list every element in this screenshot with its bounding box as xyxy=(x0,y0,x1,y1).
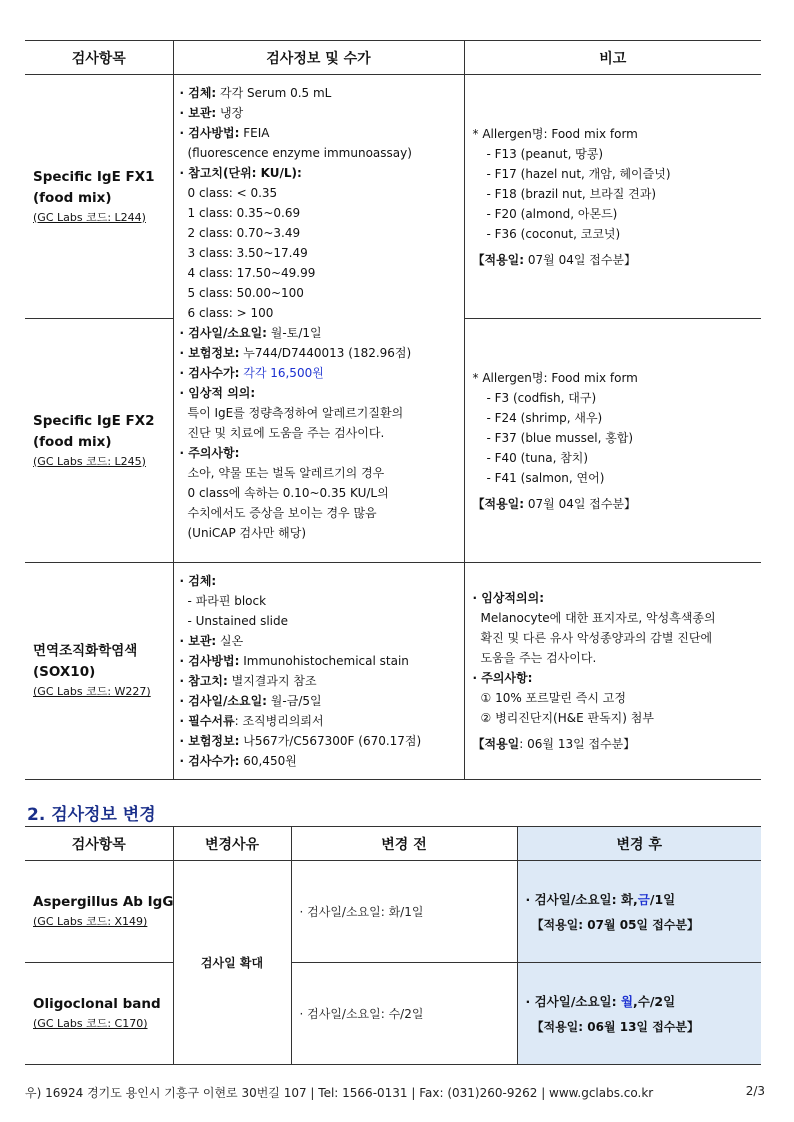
apply-date xyxy=(473,494,758,514)
test-code: (GC Labs 코드: X149) xyxy=(33,915,148,928)
test-info-sox10 xyxy=(173,563,464,780)
reference-line: 0 class: < 0.35 xyxy=(187,186,278,200)
days-value: 월-금/5일 xyxy=(266,694,322,708)
apply-date-value: 07월 04일 접수분】 xyxy=(524,252,637,267)
test-code: (GC Labs 코드: L245) xyxy=(33,454,146,468)
after-highlight: 금 xyxy=(637,892,650,907)
meaning-label: · 임상적의의: xyxy=(472,591,544,605)
section-title: 2. 검사정보 변경 xyxy=(27,805,156,825)
days-value: 월-토/1일 xyxy=(266,326,322,340)
reference-line: 6 class: > 100 xyxy=(187,306,274,320)
method-value: Immunohistochemical stain xyxy=(239,654,409,668)
allergen-item: - F41 (salmon, 연어) xyxy=(486,470,605,485)
table-header-row xyxy=(25,827,761,861)
fee-value: 60,450원 xyxy=(239,754,297,768)
test-code: (GC Labs 코드: L244) xyxy=(33,210,146,224)
reference-value: 별지결과지 참조 xyxy=(227,674,317,688)
insurance-label: · 보험정보: xyxy=(179,734,240,748)
remarks-fx2 xyxy=(464,319,761,563)
caution-line: 0 class에 속하는 0.10~0.35 KU/L의 xyxy=(187,486,389,500)
apply-date xyxy=(473,250,758,270)
header-before: 변경 전 xyxy=(291,827,517,861)
reference-line: 3 class: 3.50~17.49 xyxy=(187,246,308,260)
apply-date-label: 【적용일: xyxy=(472,496,525,511)
allergen-item: - F13 (peanut, 땅콩) xyxy=(486,146,604,161)
apply-date-label: 【적용일 xyxy=(472,737,520,751)
apply-date-label: 【적용일: xyxy=(531,918,584,932)
specimen-label: · 검체: xyxy=(179,86,217,100)
header-test-item: 검사항목 xyxy=(25,827,173,861)
apply-date-value: 07월 04일 접수분】 xyxy=(524,496,637,511)
fee-value: 각각 16,500원 xyxy=(239,366,324,380)
header-change-reason: 변경사유 xyxy=(173,827,291,861)
specimen-line: - 파라핀 block xyxy=(187,594,267,608)
remarks-sox10 xyxy=(464,563,761,780)
caution-line: 수치에서도 증상을 보이는 경우 많음 xyxy=(187,506,377,520)
test-info-table xyxy=(25,40,761,780)
after-prefix: · 검사일/소요일: xyxy=(525,994,621,1009)
apply-date xyxy=(473,734,758,754)
storage-value: 냉장 xyxy=(216,106,244,120)
test-name-sub: (SOX10) xyxy=(33,664,96,680)
caution-line: (UniCAP 검사만 해당) xyxy=(187,526,306,540)
page-number: 2/3 xyxy=(745,1084,765,1098)
days-label: · 검사일/소요일: xyxy=(179,326,267,340)
header-remarks: 비고 xyxy=(464,41,761,75)
apply-date-value: 07월 05일 접수분】 xyxy=(583,918,699,932)
caution-line: ② 병리진단지(H&E 판독지) 첨부 xyxy=(480,711,654,725)
specimen-label: · 검체: xyxy=(179,574,217,588)
docs-value: : 조직병리의뢰서 xyxy=(234,714,324,728)
before-value: · 검사일/소요일: 수/2일 xyxy=(291,963,517,1065)
header-after: 변경 후 xyxy=(517,827,761,861)
allergen-item: - F18 (brazil nut, 브라질 견과) xyxy=(486,186,656,201)
caution-label: · 주의사항: xyxy=(179,446,240,460)
apply-date-label: 【적용일: xyxy=(531,1020,584,1034)
apply-date-label: 【적용일: xyxy=(472,252,525,267)
header-test-item: 검사항목 xyxy=(25,41,173,75)
allergen-item: - F17 (hazel nut, 개암, 헤이즐넛) xyxy=(486,166,671,181)
clinical-line: 진단 및 치료에 도움을 주는 검사이다. xyxy=(187,426,385,440)
caution-label: · 주의사항: xyxy=(472,671,533,685)
table-row xyxy=(25,861,761,963)
test-item-fx2 xyxy=(25,319,173,563)
footer-contact: 우) 16924 경기도 용인시 기흥구 이현로 30번길 107 | Tel: 1566-0131 | Fax: (031)260-9262 | www.gclabs.co.kr xyxy=(25,1086,654,1100)
caution-line: 소아, 약물 또는 벌독 알레르기의 경우 xyxy=(187,466,385,480)
test-item-sox10 xyxy=(25,563,173,780)
allergen-item: - F37 (blue mussel, 홍합) xyxy=(486,430,634,445)
specimen-line: - Unstained slide xyxy=(187,614,289,628)
insurance-value: 누744/D7440013 (182.96점) xyxy=(239,346,412,360)
insurance-label: · 보험정보: xyxy=(179,346,240,360)
test-name: Specific IgE FX1 xyxy=(33,168,155,185)
info-change-table xyxy=(25,826,761,1065)
test-name-sub: (food mix) xyxy=(33,433,112,450)
after-cell xyxy=(517,861,761,963)
storage-value: 실온 xyxy=(216,634,244,648)
reference-line: 1 class: 0.35~0.69 xyxy=(187,206,301,220)
method-label: · 검사방법: xyxy=(179,654,240,668)
allergen-item: - F24 (shrimp, 새우) xyxy=(486,410,603,425)
reference-line: 5 class: 50.00~100 xyxy=(187,286,304,300)
table-header-row xyxy=(25,41,761,75)
after-prefix: · 검사일/소요일: 화, xyxy=(525,892,638,907)
apply-date-value: : 06월 13일 접수분】 xyxy=(519,737,636,751)
meaning-line: 확진 및 다른 유사 악성종양과의 감별 진단에 xyxy=(480,631,713,645)
test-name: 면역조직화학염색 xyxy=(33,643,138,659)
fee-label: · 검사수가: xyxy=(179,754,240,768)
after-cell xyxy=(517,963,761,1065)
test-item-aspergillus xyxy=(25,861,173,963)
header-test-info: 검사정보 및 수가 xyxy=(173,41,464,75)
after-suffix: ,수/2일 xyxy=(633,994,676,1009)
test-code: (GC Labs 코드: C170) xyxy=(33,1017,148,1030)
test-name-sub: (food mix) xyxy=(33,189,112,206)
storage-label: · 보관: xyxy=(179,106,217,120)
after-highlight: 월 xyxy=(620,994,634,1009)
after-suffix: /1일 xyxy=(649,892,676,907)
table-row xyxy=(25,75,761,319)
method-label: · 검사방법: xyxy=(179,126,240,140)
clinical-line: 특이 IgE를 정량측정하여 알레르기질환의 xyxy=(187,406,404,420)
table-row xyxy=(25,563,761,780)
reference-label: · 참고치(단위: KU/L): xyxy=(179,166,302,180)
allergen-title: * Allergen명: Food mix form xyxy=(472,126,638,141)
footer xyxy=(25,1084,765,1101)
meaning-line: Melanocyte에 대한 표지자로, 악성흑색종의 xyxy=(480,611,716,625)
table-row xyxy=(25,963,761,1065)
method-value: FEIA xyxy=(239,126,270,140)
test-name: Oligoclonal band xyxy=(33,996,161,1012)
reference-line: 4 class: 17.50~49.99 xyxy=(187,266,316,280)
allergen-title: * Allergen명: Food mix form xyxy=(472,370,638,385)
fee-label: · 검사수가: xyxy=(179,366,240,380)
clinical-label: · 임상적 의의: xyxy=(179,386,256,400)
test-code: (GC Labs 코드: W227) xyxy=(33,685,151,698)
change-reason: 검사일 확대 xyxy=(173,861,291,1065)
test-name: Aspergillus Ab IgG xyxy=(33,894,174,910)
remarks-fx1 xyxy=(464,75,761,319)
method-detail: (fluorescence enzyme immunoassay) xyxy=(187,146,412,160)
before-value: · 검사일/소요일: 화/1일 xyxy=(291,861,517,963)
allergen-item: - F36 (coconut, 코코넛) xyxy=(486,226,621,241)
docs-label: · 필수서류 xyxy=(179,714,235,728)
insurance-value: 나567가/C567300F (670.17점) xyxy=(239,734,422,748)
allergen-item: - F3 (codfish, 대구) xyxy=(486,390,597,405)
apply-date-value: 06월 13일 접수분】 xyxy=(583,1020,699,1034)
meaning-line: 도움을 주는 검사이다. xyxy=(480,651,597,665)
reference-line: 2 class: 0.70~3.49 xyxy=(187,226,301,240)
allergen-item: - F40 (tuna, 참치) xyxy=(486,450,589,465)
reference-label: · 참고치: xyxy=(179,674,228,688)
test-info-shared xyxy=(173,75,464,563)
test-item-oligoclonal xyxy=(25,963,173,1065)
test-item-fx1 xyxy=(25,75,173,319)
caution-line: ① 10% 포르말린 즉시 고정 xyxy=(480,691,626,705)
specimen-value: 각각 Serum 0.5 mL xyxy=(216,86,332,100)
days-label: · 검사일/소요일: xyxy=(179,694,267,708)
allergen-item: - F20 (almond, 아몬드) xyxy=(486,206,618,221)
test-name: Specific IgE FX2 xyxy=(33,412,155,429)
storage-label: · 보관: xyxy=(179,634,217,648)
